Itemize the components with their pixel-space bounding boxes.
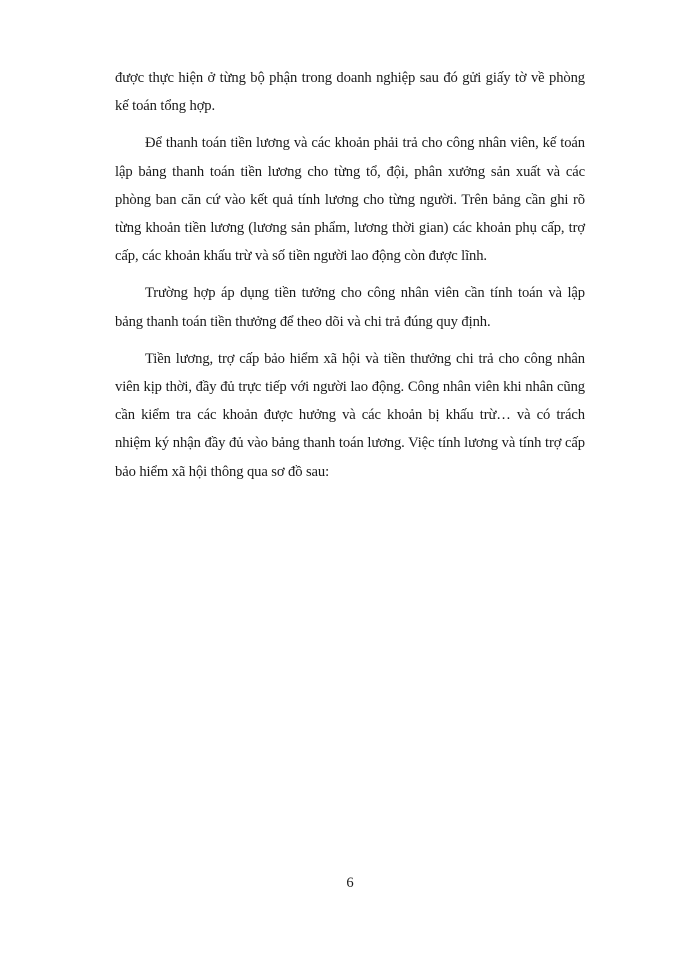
paragraph-continuation: được thực hiện ở từng bộ phận trong doanh nghiệp sau đó gửi giấy tờ về phòng kế toán tổng hợp.: [115, 70, 585, 115]
page-number: 6: [346, 875, 354, 891]
paragraph-payment-procedure: Tiền lương, trợ cấp bảo hiểm xã hội và tiền thưởng chi trả cho công nhân viên kịp thời, đầy đủ trực tiếp với người lao động. Công nhân viên khi nhân cũng cần kiểm tra các khoản được hưởng và các khoản bị khấu trừ… và có trách nhiệm ký nhận đầy đủ vào bảng thanh toán lương. Việc tính lương và tính trợ cấp bảo hiểm xã hội thông qua sơ đồ sau:: [115, 350, 585, 480]
page-body: [115, 64, 585, 495]
paragraph-bonus-statement: Trường hợp áp dụng tiền tưởng cho công nhân viên cần tính toán và lập bảng thanh toán tiền thưởng để theo dõi và chi trả đúng quy định.: [115, 285, 585, 330]
paragraph-payroll-statement: Để thanh toán tiền lương và các khoản phải trả cho công nhân viên, kế toán lập bảng thanh toán tiền lương cho từng tổ, đội, phân xưởng sản xuất và các phòng ban căn cứ vào kết quả tính lương cho từng người. Trên bảng cần ghi rõ từng khoản tiền lương (lương sản phẩm, lương thời gian) các khoản phụ cấp, trợ cấp, các khoản khấu trừ và số tiền người lao động còn được lĩnh.: [115, 135, 585, 265]
